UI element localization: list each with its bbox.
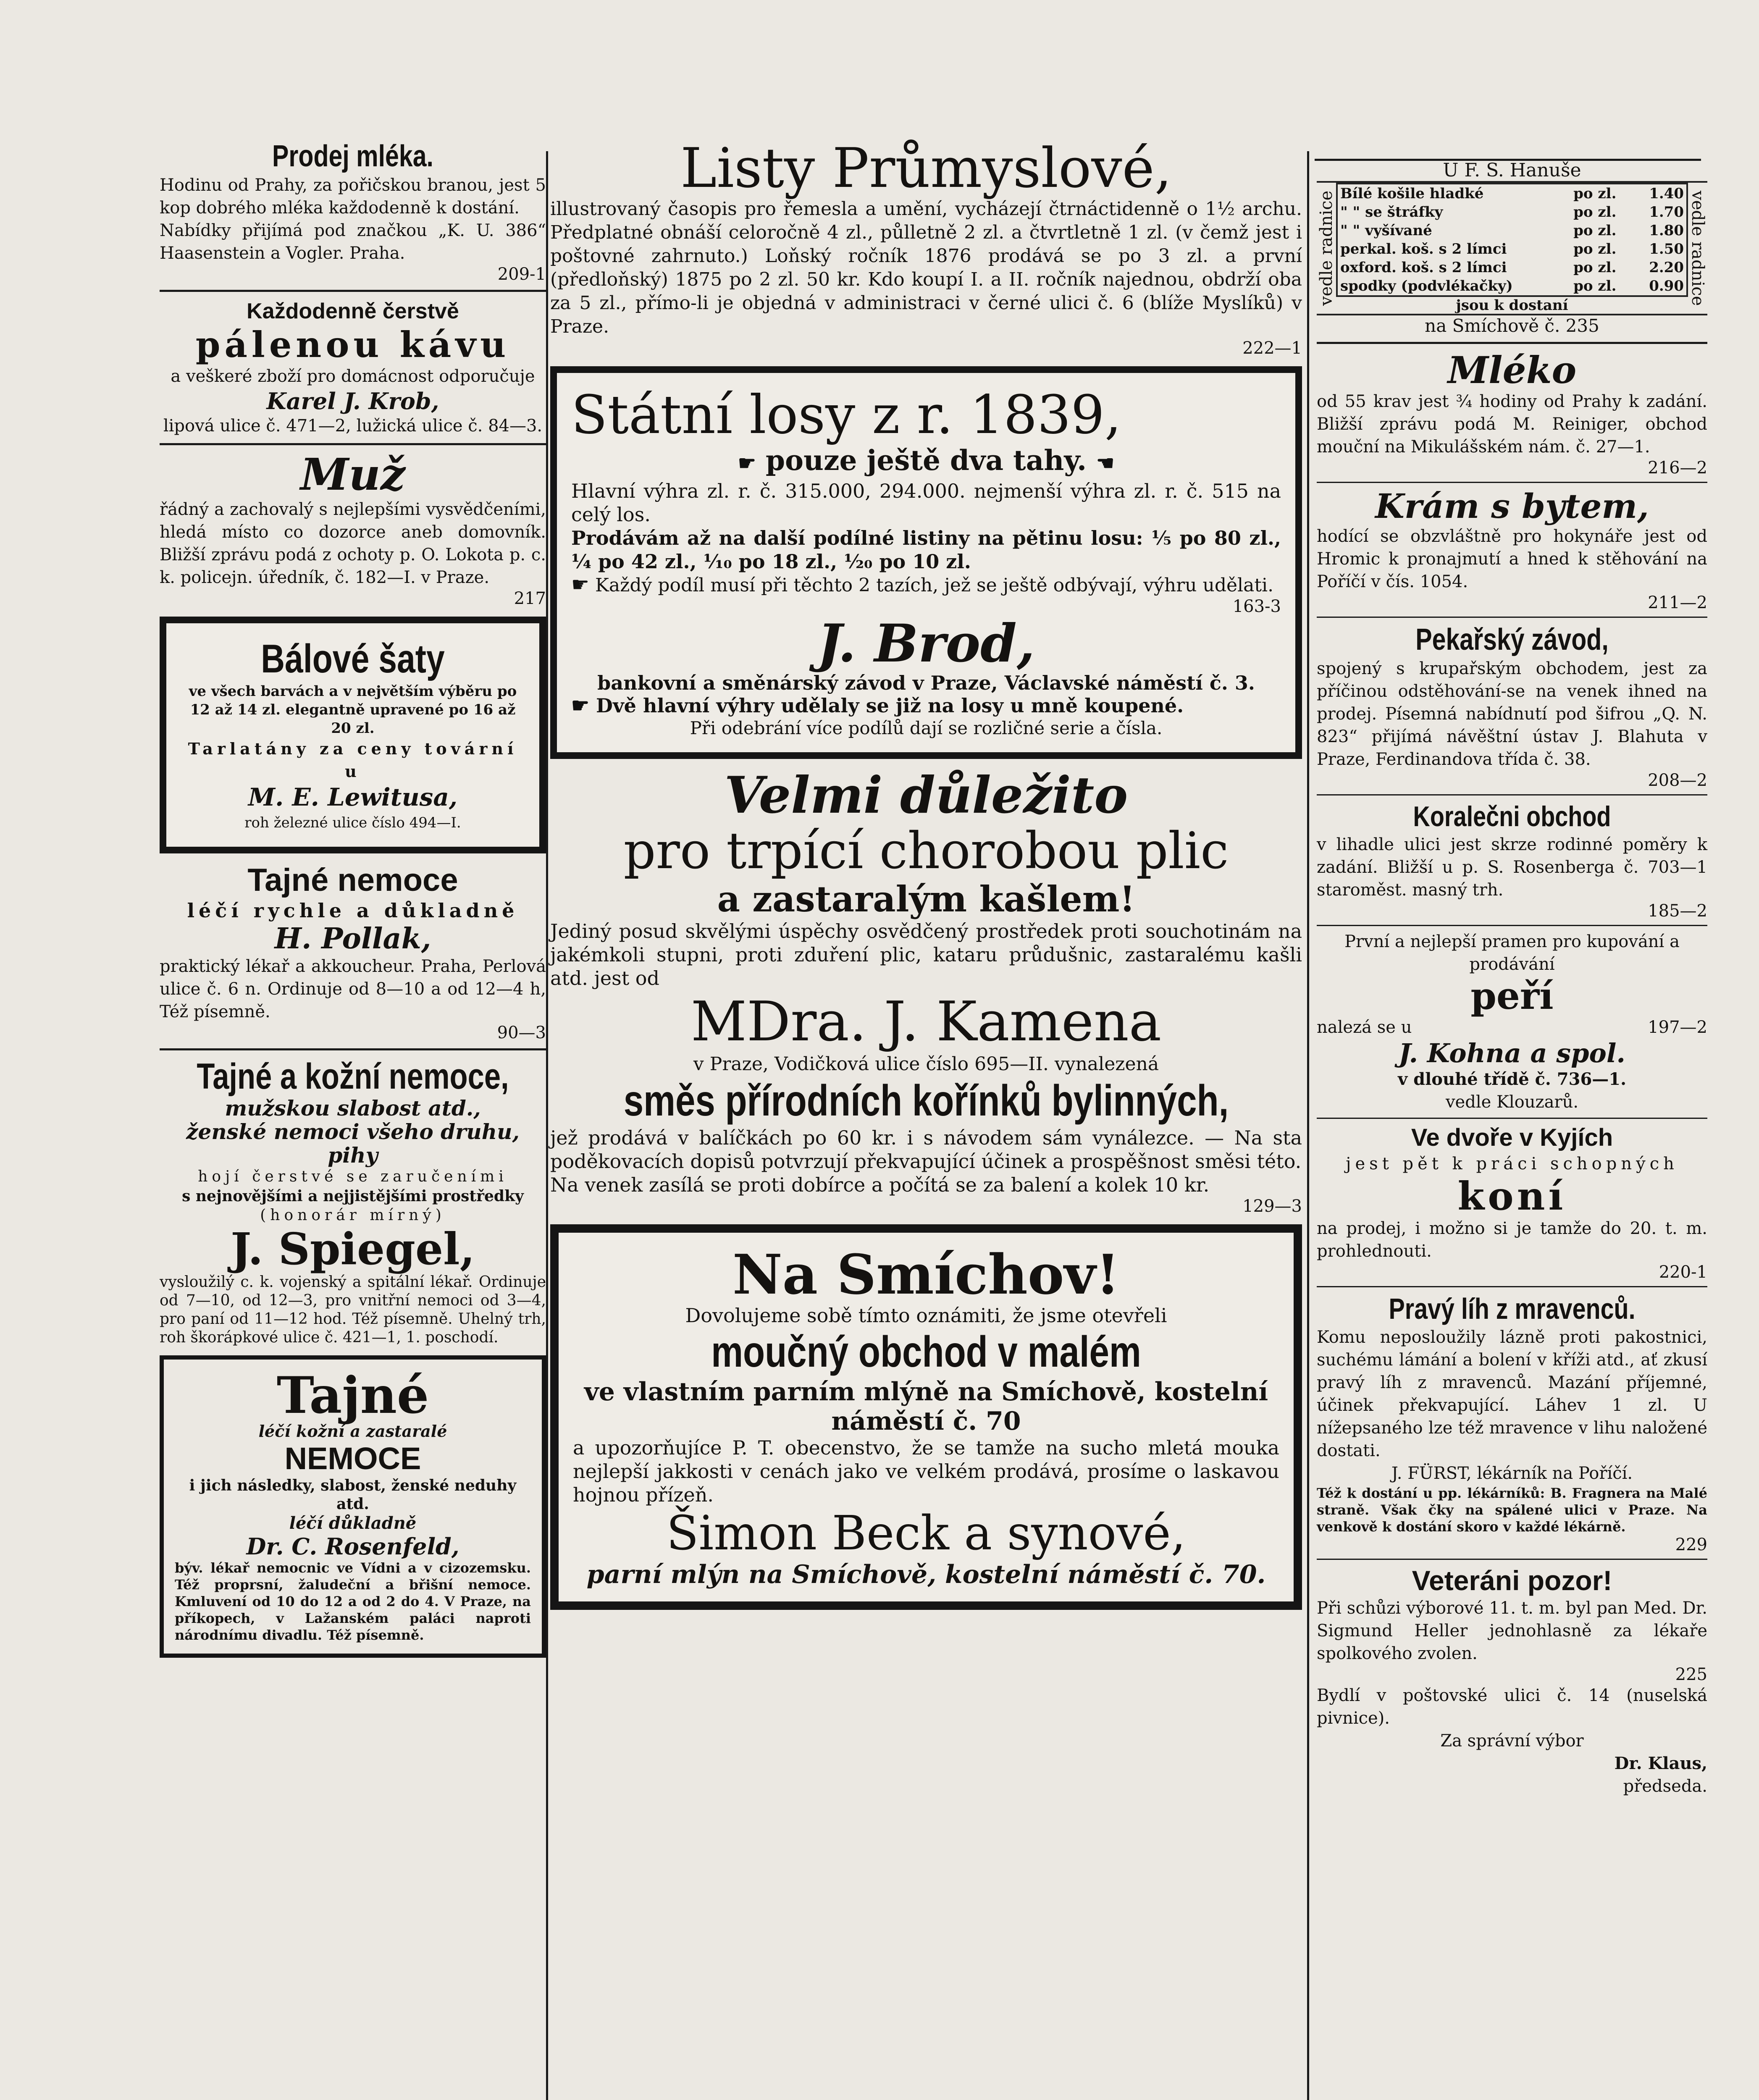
ad-text: Tarlatány za ceny tovární u: [188, 739, 518, 781]
ad-milk-sale: [160, 139, 546, 284]
column-rule-right: [1307, 151, 1309, 2100]
price-row: [1337, 277, 1687, 296]
ad-mleko: [1317, 350, 1707, 478]
ad-pollak: [160, 862, 546, 1042]
ad-merchant-name: Karel J. Krob,: [266, 388, 439, 415]
ad-address: na Smíchově č. 235: [1317, 314, 1707, 336]
ad-address: roh železné ulice číslo 494—I.: [244, 814, 461, 831]
price-row: [1337, 203, 1687, 221]
price-value: 1.40: [1649, 185, 1684, 202]
ad-title: Veteráni pozor!: [1412, 1565, 1612, 1596]
price-item: " " se štráfky: [1340, 204, 1443, 220]
ad-veterans: [1317, 1564, 1707, 1798]
pointing-hand-icon: ☛: [571, 573, 590, 596]
ad-title: Mléko: [1447, 348, 1577, 392]
ad-text: Při odebrání více podílů dají se rozličné serie a čísla.: [690, 718, 1163, 738]
ad-text: illustrovaný časopis pro řemesla a umění, vycházejí čtrnáctidenně o 1½ archu. Předplatné obnáší celoročně 4 zl., půlletně 2 zl. a čtvrtletně 1 zl. (v čemž jest i poštovné zahrnuto.) Loňský ročník 1876 prodává se po 3 zl. a první (předloňský) 1875 po 2 zl. 50 kr. Kdo koupí I. a II. ročník najednou, obdrží oba za 5 zl., přímo-li je objedná v administraci v černé ulici č. 6 (blíže Myslíků) v Praze.: [550, 198, 1302, 337]
ad-kram: [1317, 487, 1707, 612]
divider: [1317, 925, 1707, 926]
ad-text: Na venek zasílá se proti dobírce a počítá se za balení a kolek 10 kr.: [550, 1173, 1210, 1196]
column-rule-left: [546, 151, 548, 2100]
ad-text: jsou k dostaní: [1456, 297, 1568, 314]
divider: [1317, 617, 1707, 618]
price-value: 1.80: [1649, 222, 1684, 239]
pointing-hand-icon: ☚: [1096, 452, 1115, 475]
ad-ref: 217: [514, 589, 546, 608]
ad-ref: 220-1: [1659, 1263, 1707, 1282]
ad-subtitle: mužskou slabost atd.,: [225, 1096, 481, 1121]
ad-subtitle: moučný obchod v malém: [711, 1328, 1141, 1376]
ad-spiegel: [160, 1056, 546, 1347]
ad-title: Tajné: [276, 1366, 429, 1425]
ad-ref: 90—3: [497, 1023, 546, 1042]
ad-title: pálenou kávu: [195, 324, 510, 365]
ad-text: býv. lékař nemocnic ve Vídni a v cizozemsku. Též proprsní, žaludeční a břišní nemoce. Kmluvení od 10 do 12 a od 2 do 4. V Praze, na příkopech, v Lažanském paláci naproti národnímu divadlu. Též písemně.: [175, 1560, 531, 1643]
ad-title: Tajné nemoce: [247, 862, 458, 898]
ad-merchant-name: J. Kohna a spol.: [1399, 1038, 1625, 1068]
ad-listy-prumyslove: [550, 136, 1302, 358]
price-unit: po zl.: [1573, 222, 1617, 239]
ad-kamen-remedy: [550, 767, 1302, 1216]
price-item: perkal. koš. s 2 límci: [1340, 241, 1507, 257]
ad-text: od 55 krav jest ³⁄₄ hodiny od Prahy k zadání. Bližší zprávu podá M. Reiniger, obchod mouční na Mikulášském nám. č. 27—1.: [1317, 392, 1707, 457]
ad-title: U F. S. Hanuše: [1317, 160, 1707, 183]
ad-merchant-name: Šimon Beck a synové,: [666, 1506, 1186, 1561]
ad-merchant-name: J. Brod,: [817, 613, 1035, 674]
ad-hanuse-shirts: [1317, 160, 1707, 336]
ad-ant-spirit: [1317, 1292, 1707, 1554]
ad-state-lottery: [550, 366, 1302, 759]
ad-title: Krám s bytem,: [1375, 486, 1649, 526]
ad-title: Tajné a kožní nemoce,: [197, 1056, 509, 1097]
ad-signature: předseda.: [1623, 1777, 1707, 1796]
price-unit: po zl.: [1573, 204, 1617, 220]
ad-title: Koralečni obchod: [1413, 801, 1611, 832]
price-row: [1337, 184, 1687, 203]
ad-subtitle: parní mlýn na Smíchově, kostelní náměstí č. 70.: [586, 1560, 1266, 1589]
price-unit: po zl.: [1573, 259, 1617, 276]
ad-text: Též k dostání u pp. lékárníků: B. Fragnera na Malé straně. Však čky na spálené ulici v Praze. Na venkově k dostání skoro v každé lékárně.: [1317, 1485, 1707, 1535]
ad-text: Komu neposloužily lázně proti pakostnici, suchému lámání a bolení v kříži atd., ať zkusí pravý líh z mravenců. Mazání příjemné, účinek překvapující. Láhev 1 zl. U nížepsaného lze též mravence v lihu naložené dostati.: [1317, 1328, 1707, 1460]
pointing-hand-icon: ☛: [738, 452, 756, 475]
ad-text: na prodej, i možno si je tamže do 20. t. m. prohlednouti.: [1317, 1219, 1707, 1261]
ad-title: a zastaralým kašlem!: [717, 878, 1135, 920]
ad-ref: 197—2: [1648, 1018, 1707, 1037]
price-unit: po zl.: [1573, 185, 1617, 202]
ad-title: Každodenně čerstvě: [247, 299, 459, 323]
ad-ref: 222—1: [1242, 339, 1302, 358]
ad-text: První a nejlepší pramen pro kupování a prodávání: [1344, 932, 1680, 974]
ad-address: vedle Klouzarů.: [1445, 1092, 1579, 1112]
ad-text: hojí čerstvé se zaručeními: [198, 1168, 508, 1185]
price-item: Bílé košile hladké: [1340, 185, 1484, 202]
ad-title: Bálové šaty: [261, 636, 445, 681]
divider: [1317, 1559, 1707, 1560]
price-item: oxford. koš. s 2 límci: [1340, 259, 1507, 276]
ad-ref: 129—3: [1242, 1197, 1302, 1216]
ad-text: Hodinu od Prahy, za pořičskou branou, jest 5 kop dobrého mléka každodenně k dostání.: [160, 176, 546, 218]
ad-doctor-name: Dr. C. Rosenfeld,: [246, 1533, 459, 1560]
ad-ref: 225: [1675, 1665, 1707, 1684]
ad-man: [160, 451, 546, 608]
divider: [160, 1048, 546, 1050]
ad-peri: [1317, 930, 1707, 1113]
ad-title: peří: [1470, 974, 1554, 1018]
divider: [1317, 482, 1707, 483]
ad-title: Prodej mléka.: [272, 139, 433, 173]
ad-text: Prodávám až na další podílné listiny na pětinu losu: ¹⁄₅ po 80 zl., ¹⁄₄ po 42 zl., ¹⁄₁₀ po 18 zl., ¹⁄₂₀ po 10 zl.: [571, 527, 1281, 573]
ad-text: v Praze, Vodičková ulice číslo 695—II. vynalezená: [693, 1053, 1159, 1075]
ad-ref: 216—2: [1648, 458, 1707, 478]
ad-text: praktický lékař a akkoucheur. Praha, Perlová ulice č. 6 n. Ordinuje od 8—10 a od 12—4 h, Též písemně.: [160, 957, 546, 1021]
ad-text: léčí rychle a důkladně: [187, 899, 519, 922]
ad-kyje-horses: [1317, 1123, 1707, 1282]
ad-ref: 209-1: [497, 265, 546, 284]
price-item: " " vyšívané: [1340, 222, 1432, 239]
ad-text: Bydlí v poštovské ulici č. 14 (nuselská pivnice).: [1317, 1686, 1707, 1728]
ad-text: s nejnovějšími a nejjistějšími prostředky: [182, 1187, 524, 1205]
ad-text: ve všech barvách a v největším výběru po 12 až 14 zl. elegantně upravené po 16 až 20 zl.: [189, 683, 517, 737]
price-row: [1337, 240, 1687, 258]
ad-subtitle: ve vlastním parním mlýně na Smíchově, kostelní náměstí č. 70: [584, 1377, 1268, 1436]
ad-subtitle: i jich následky, slabost, ženské neduhy atd.: [189, 1477, 517, 1513]
ad-merchant-name: J. FÜRST, lékárník na Poříčí.: [1391, 1464, 1633, 1483]
right-column: [1317, 160, 1707, 1802]
ad-doctor-name: MDra. J. Kamena: [690, 990, 1162, 1053]
ad-subtitle: léčí důkladně: [289, 1513, 417, 1533]
middle-column: [550, 136, 1302, 1618]
ad-title: koní: [1457, 1173, 1567, 1219]
price-row: [1337, 258, 1687, 277]
ad-ref: 229: [1675, 1535, 1707, 1554]
divider: [1317, 342, 1707, 344]
ad-text: Nabídky přijímá pod značkou „K. U. 386“ Haasenstein a Vogler. Praha.: [160, 221, 546, 263]
ad-subtitle: pouze ještě dva tahy.: [765, 444, 1087, 477]
ad-text: Za správní výbor: [1440, 1731, 1584, 1751]
price-row: [1337, 221, 1687, 240]
ad-text: řádný a zachovalý s nejlepšími vysvědčeními, hledá místo co dozorce aneb domovník. Bližší zprávu podá z ochoty p. O. Lokota p. c. k. policejn. úředník, č. 182—I. v Praze.: [160, 500, 546, 587]
side-label: vedle radnice: [1317, 190, 1336, 306]
ad-title: pro trpící chorobou plic: [623, 822, 1229, 880]
ad-text: spojený s krupařským obchodem, jest za příčinou odstěhování-se na venek ihned na prodej. Písemná nabídnutí pod šifrou „Q. N. 823“ přijímá návěštní ústav J. Blahuta v Praze, Ferdinandova třída č. 38.: [1317, 659, 1707, 769]
ad-text: vysloužilý c. k. vojenský a spitální lékař. Ordinuje od 7—10, od 12—3, pro vnitřní nemoci od 3—4, pro paní od 11—12 hod. Též písemně. Uhelný trh, roh škorápkové ulice č. 421—1, 1. poschodí.: [160, 1273, 546, 1346]
price-unit: po zl.: [1573, 241, 1617, 257]
ad-text: Dovolujeme sobě tímto oznámiti, že jsme otevřeli: [685, 1304, 1167, 1327]
ad-text: bankovní a směnárský závod v Praze, Václavské náměstí č. 3.: [597, 672, 1255, 694]
ad-doctor-name: H. Pollak,: [274, 922, 431, 956]
ad-ref: 185—2: [1648, 901, 1707, 921]
price-value: 1.70: [1649, 204, 1684, 220]
ad-title: Pravý líh z mravenců.: [1389, 1292, 1636, 1325]
ad-text: jest pět k práci schopných: [1346, 1154, 1678, 1173]
divider: [160, 443, 546, 445]
ad-text: Při schůzi výborové 11. t. m. byl pan Med. Dr. Sigmund Heller jednohlasně za lékaře spolkového zvolen.: [1317, 1599, 1707, 1663]
ad-ball-dresses: [160, 617, 546, 853]
side-label: vedle radnice: [1688, 190, 1707, 306]
ad-subtitle: ženské nemoci všeho druhu, pihy: [186, 1119, 520, 1168]
ad-ref: 163-3: [1232, 597, 1281, 616]
price-unit: po zl.: [1573, 278, 1617, 294]
ad-ref: 208—2: [1648, 771, 1707, 790]
ad-product: směs přírodních kořínků bylinných,: [623, 1076, 1229, 1125]
ad-address: v dlouhé třídě č. 736—1.: [1397, 1069, 1627, 1089]
ad-title: Na Smíchov!: [732, 1242, 1120, 1307]
ad-signature: Dr. Klaus,: [1614, 1754, 1707, 1773]
ad-address: lipová ulice č. 471—2, lužická ulice č. 84—3.: [163, 416, 543, 436]
ad-text: nalezá se u: [1317, 1018, 1412, 1037]
ad-text: hodící se obzvláštně pro hokynáře jest od Hromic k pronajmutí a hned k stěhování na Poříčí v čís. 1054.: [1317, 527, 1707, 591]
ad-coffee: [160, 298, 546, 437]
price-table: [1336, 183, 1688, 297]
ad-text: Dvě hlavní výhry udělaly se již na losy u mně koupené.: [596, 694, 1184, 717]
ad-title: NEMOCE: [284, 1441, 421, 1476]
price-item: spodky (podvlékačky): [1340, 278, 1513, 294]
price-value: 0.90: [1649, 278, 1684, 294]
ad-title: Listy Průmyslové,: [680, 136, 1172, 200]
price-value: 2.20: [1649, 259, 1684, 276]
ad-text: a upozorňujíce P. T. obecenstvo, že se tamže na sucho mletá mouka nejlepší jakkosti v cenách jako ve velkém prodává, prosíme o laskavou hojnou přízeň.: [573, 1436, 1279, 1506]
ad-text: Hlavní výhra zl. r. č. 315.000, 294.000. nejmenší výhra zl. r. č. 515 na celý los.: [571, 480, 1281, 526]
pointing-hand-icon: ☛: [571, 694, 590, 717]
ad-text: (honorár mírný): [260, 1207, 446, 1224]
ad-text: Každý podíl musí při těchto 2 tazích, jež se ještě odbývají, výhru udělati.: [595, 575, 1274, 596]
ad-text: Jediný posud skvělými úspěchy osvědčený prostředek proti souchotinám na jakémkoli stupni, proti zduření plic, kataru průdušnic, zastaralému kašli atd. jest od: [550, 920, 1302, 990]
ad-subtitle: léčí kožní a zastaralé: [258, 1422, 447, 1441]
ad-text: v lihadle ulici jest skrze rodinné poměry k zadání. Bližší u p. S. Rosenberga č. 703—1 staroměst. masný trh.: [1317, 835, 1707, 900]
ad-title: Státní losy z r. 1839,: [571, 384, 1121, 446]
ad-ref: 211—2: [1648, 593, 1707, 612]
ad-text: a veškeré zboží pro domácnost odporučuje: [171, 367, 535, 386]
divider: [1317, 1286, 1707, 1287]
ad-doctor-name: J. Spiegel,: [231, 1223, 475, 1275]
divider: [160, 290, 546, 292]
ad-koral: [1317, 800, 1707, 921]
price-value: 1.50: [1649, 241, 1684, 257]
ad-beck-mill: [550, 1224, 1302, 1610]
ad-title: Pekařský závod,: [1415, 623, 1609, 656]
ad-merchant-name: M. E. Lewitusa,: [248, 783, 458, 811]
divider: [1317, 1118, 1707, 1119]
ad-rosenfeld: [160, 1355, 546, 1658]
left-column: [160, 139, 546, 1666]
ad-title: Muž: [300, 449, 405, 500]
ad-pekar: [1317, 622, 1707, 790]
ad-text: jež prodává v balíčkách po 60 kr. i s návodem sám vynálezce. — Na sta poděkovacích dopisů potvrzují překvapující účinek a prospěšnost směsi této.: [550, 1126, 1302, 1173]
ad-title: Ve dvoře v Kyjích: [1411, 1124, 1613, 1151]
ad-title: Velmi důležito: [724, 766, 1128, 825]
divider: [1317, 794, 1707, 795]
